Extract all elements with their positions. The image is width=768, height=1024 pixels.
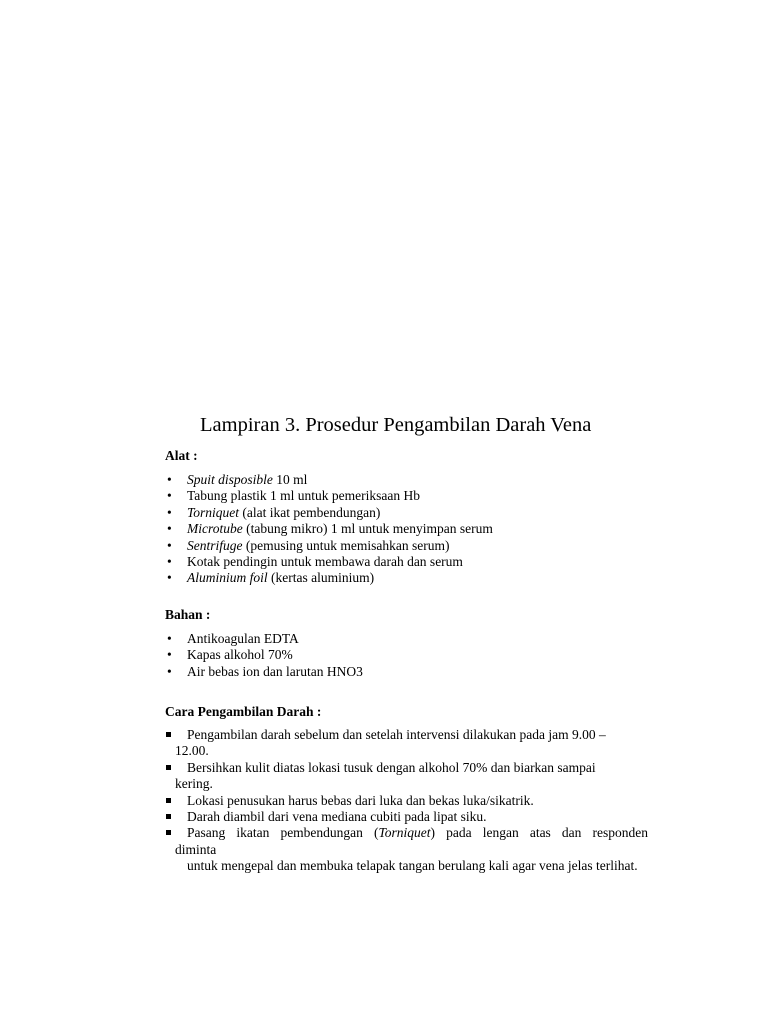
- bullet-icon: •: [167, 663, 172, 679]
- square-bullet-icon: [166, 765, 171, 770]
- step-item: Pasang ikatan pembendungan (Torniquet) pada lengan atas dan responden diminta untuk mengepal dan membuka telapak tangan berulang kali agar vena jelas terlihat.: [165, 825, 648, 874]
- list-item: • Antikoagulan EDTA: [167, 631, 299, 646]
- list-item: • Kotak pendingin untuk membawa darah dan serum: [167, 554, 463, 570]
- step-item: Lokasi penusukan harus bebas dari luka dan bekas luka/sikatrik.: [165, 793, 648, 809]
- bullet-icon: •: [167, 504, 172, 520]
- list-item: • Torniquet (alat ikat pembendungan): [167, 504, 381, 520]
- list-item: • Aluminium foil (kertas aluminium): [167, 570, 375, 586]
- bullet-icon: •: [167, 631, 172, 646]
- square-bullet-icon: [166, 830, 171, 835]
- bullet-icon: •: [167, 647, 172, 663]
- square-bullet-icon: [166, 732, 171, 737]
- page-title: Lampiran 3. Prosedur Pengambilan Darah Vena: [200, 414, 592, 436]
- cara-steps-list: [165, 727, 648, 875]
- step-item: Pengambilan darah sebelum dan setelah intervensi dilakukan pada jam 9.00 – 12.00.: [165, 727, 648, 760]
- step-item: Darah diambil dari vena mediana cubiti pada lipat siku.: [165, 809, 648, 825]
- alat-list: [165, 472, 493, 587]
- bahan-heading: Bahan :: [165, 607, 211, 622]
- bullet-icon: •: [167, 570, 172, 586]
- list-item: • Microtube (tabung mikro) 1 ml untuk menyimpan serum: [167, 521, 493, 537]
- bullet-icon: •: [167, 472, 172, 487]
- bullet-icon: •: [167, 521, 172, 537]
- bullet-icon: •: [167, 488, 172, 504]
- bullet-icon: •: [167, 554, 172, 570]
- list-item: • Spuit disposible 10 ml: [167, 472, 308, 487]
- cara-heading: Cara Pengambilan Darah :: [165, 704, 322, 719]
- list-item: • Tabung plastik 1 ml untuk pemeriksaan Hb: [167, 488, 421, 504]
- bullet-icon: •: [167, 537, 172, 553]
- step-line: Pasang ikatan pembendungan (Torniquet) pada lengan atas dan responden: [187, 825, 648, 841]
- square-bullet-icon: [166, 814, 171, 819]
- list-item: • Air bebas ion dan larutan HNO3: [167, 663, 363, 679]
- alat-heading: Alat :: [165, 448, 198, 463]
- list-item: • Sentrifuge (pemusing untuk memisahkan serum): [167, 537, 450, 553]
- step-item: Bersihkan kulit diatas lokasi tusuk dengan alkohol 70% dan biarkan sampai kering.: [165, 760, 648, 793]
- square-bullet-icon: [166, 798, 171, 803]
- list-item: • Kapas alkohol 70%: [167, 647, 293, 663]
- bahan-list: [165, 631, 363, 680]
